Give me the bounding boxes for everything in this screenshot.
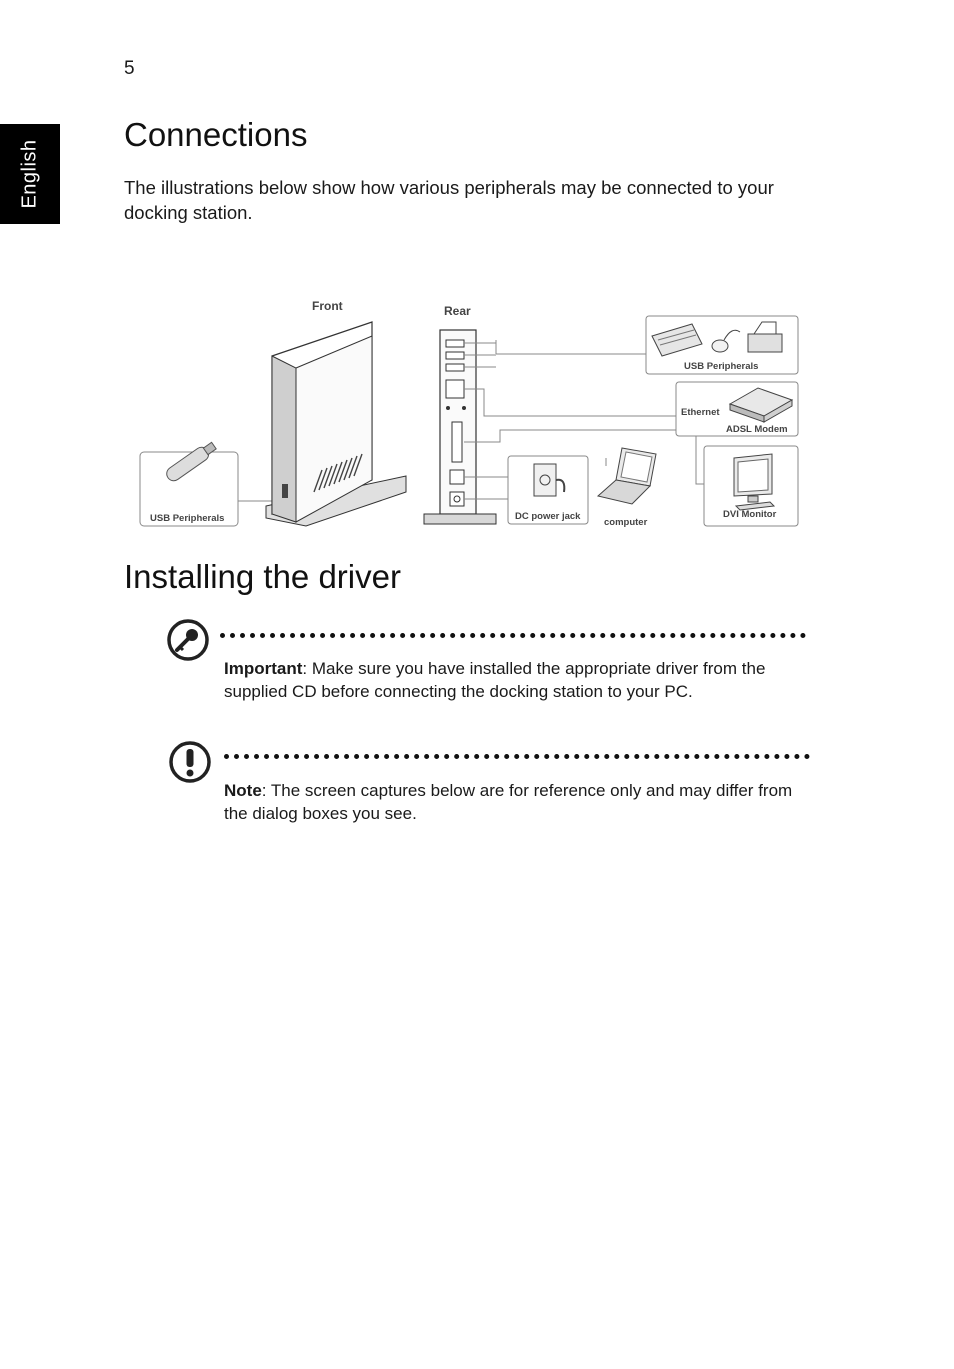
important-label: Important: [224, 659, 303, 678]
exclamation-icon: [168, 740, 212, 784]
laptop-icon: [598, 448, 656, 504]
important-divider: [220, 633, 806, 638]
connections-intro: The illustrations below show how various peripherals may be connected to your docking station.: [124, 177, 774, 223]
note-text: : The screen captures below are for reference only and may differ from the dialog boxes you see.: [224, 781, 793, 823]
adsl-modem-box: [676, 382, 798, 436]
label-dc: DC power jack: [515, 511, 581, 522]
connections-heading: Connections: [124, 116, 308, 153]
connections-diagram: [136, 296, 804, 532]
important-note: [224, 657, 804, 703]
label-adsl: ADSL Modem: [726, 424, 788, 435]
dock-rear-icon: [424, 330, 496, 524]
label-usb-rear: USB Peripherals: [684, 361, 759, 372]
note-label: Note: [224, 781, 262, 800]
usb-stick-box: [140, 440, 238, 526]
label-dvi: DVI Monitor: [723, 509, 777, 520]
label-computer: computer: [604, 517, 648, 528]
dvi-monitor-box: [704, 446, 798, 526]
language-tab-label: English: [18, 139, 41, 209]
reference-note: [224, 779, 804, 825]
key-icon: [166, 618, 210, 662]
important-text: : Make sure you have installed the appropriate driver from the supplied CD before connecting the docking station to your PC.: [224, 659, 766, 701]
label-rear: Rear: [444, 304, 471, 318]
label-front: Front: [312, 299, 343, 313]
dock-front-icon: [266, 322, 406, 526]
page-number: 5: [124, 58, 135, 79]
label-ethernet: Ethernet: [681, 407, 720, 418]
label-usb-front: USB Peripherals: [150, 513, 225, 524]
note-divider: [224, 754, 810, 759]
language-tab: [0, 124, 60, 224]
usb-peripherals-box: [646, 316, 798, 374]
installing-heading: Installing the driver: [124, 558, 401, 595]
dc-power-box: [508, 456, 588, 524]
